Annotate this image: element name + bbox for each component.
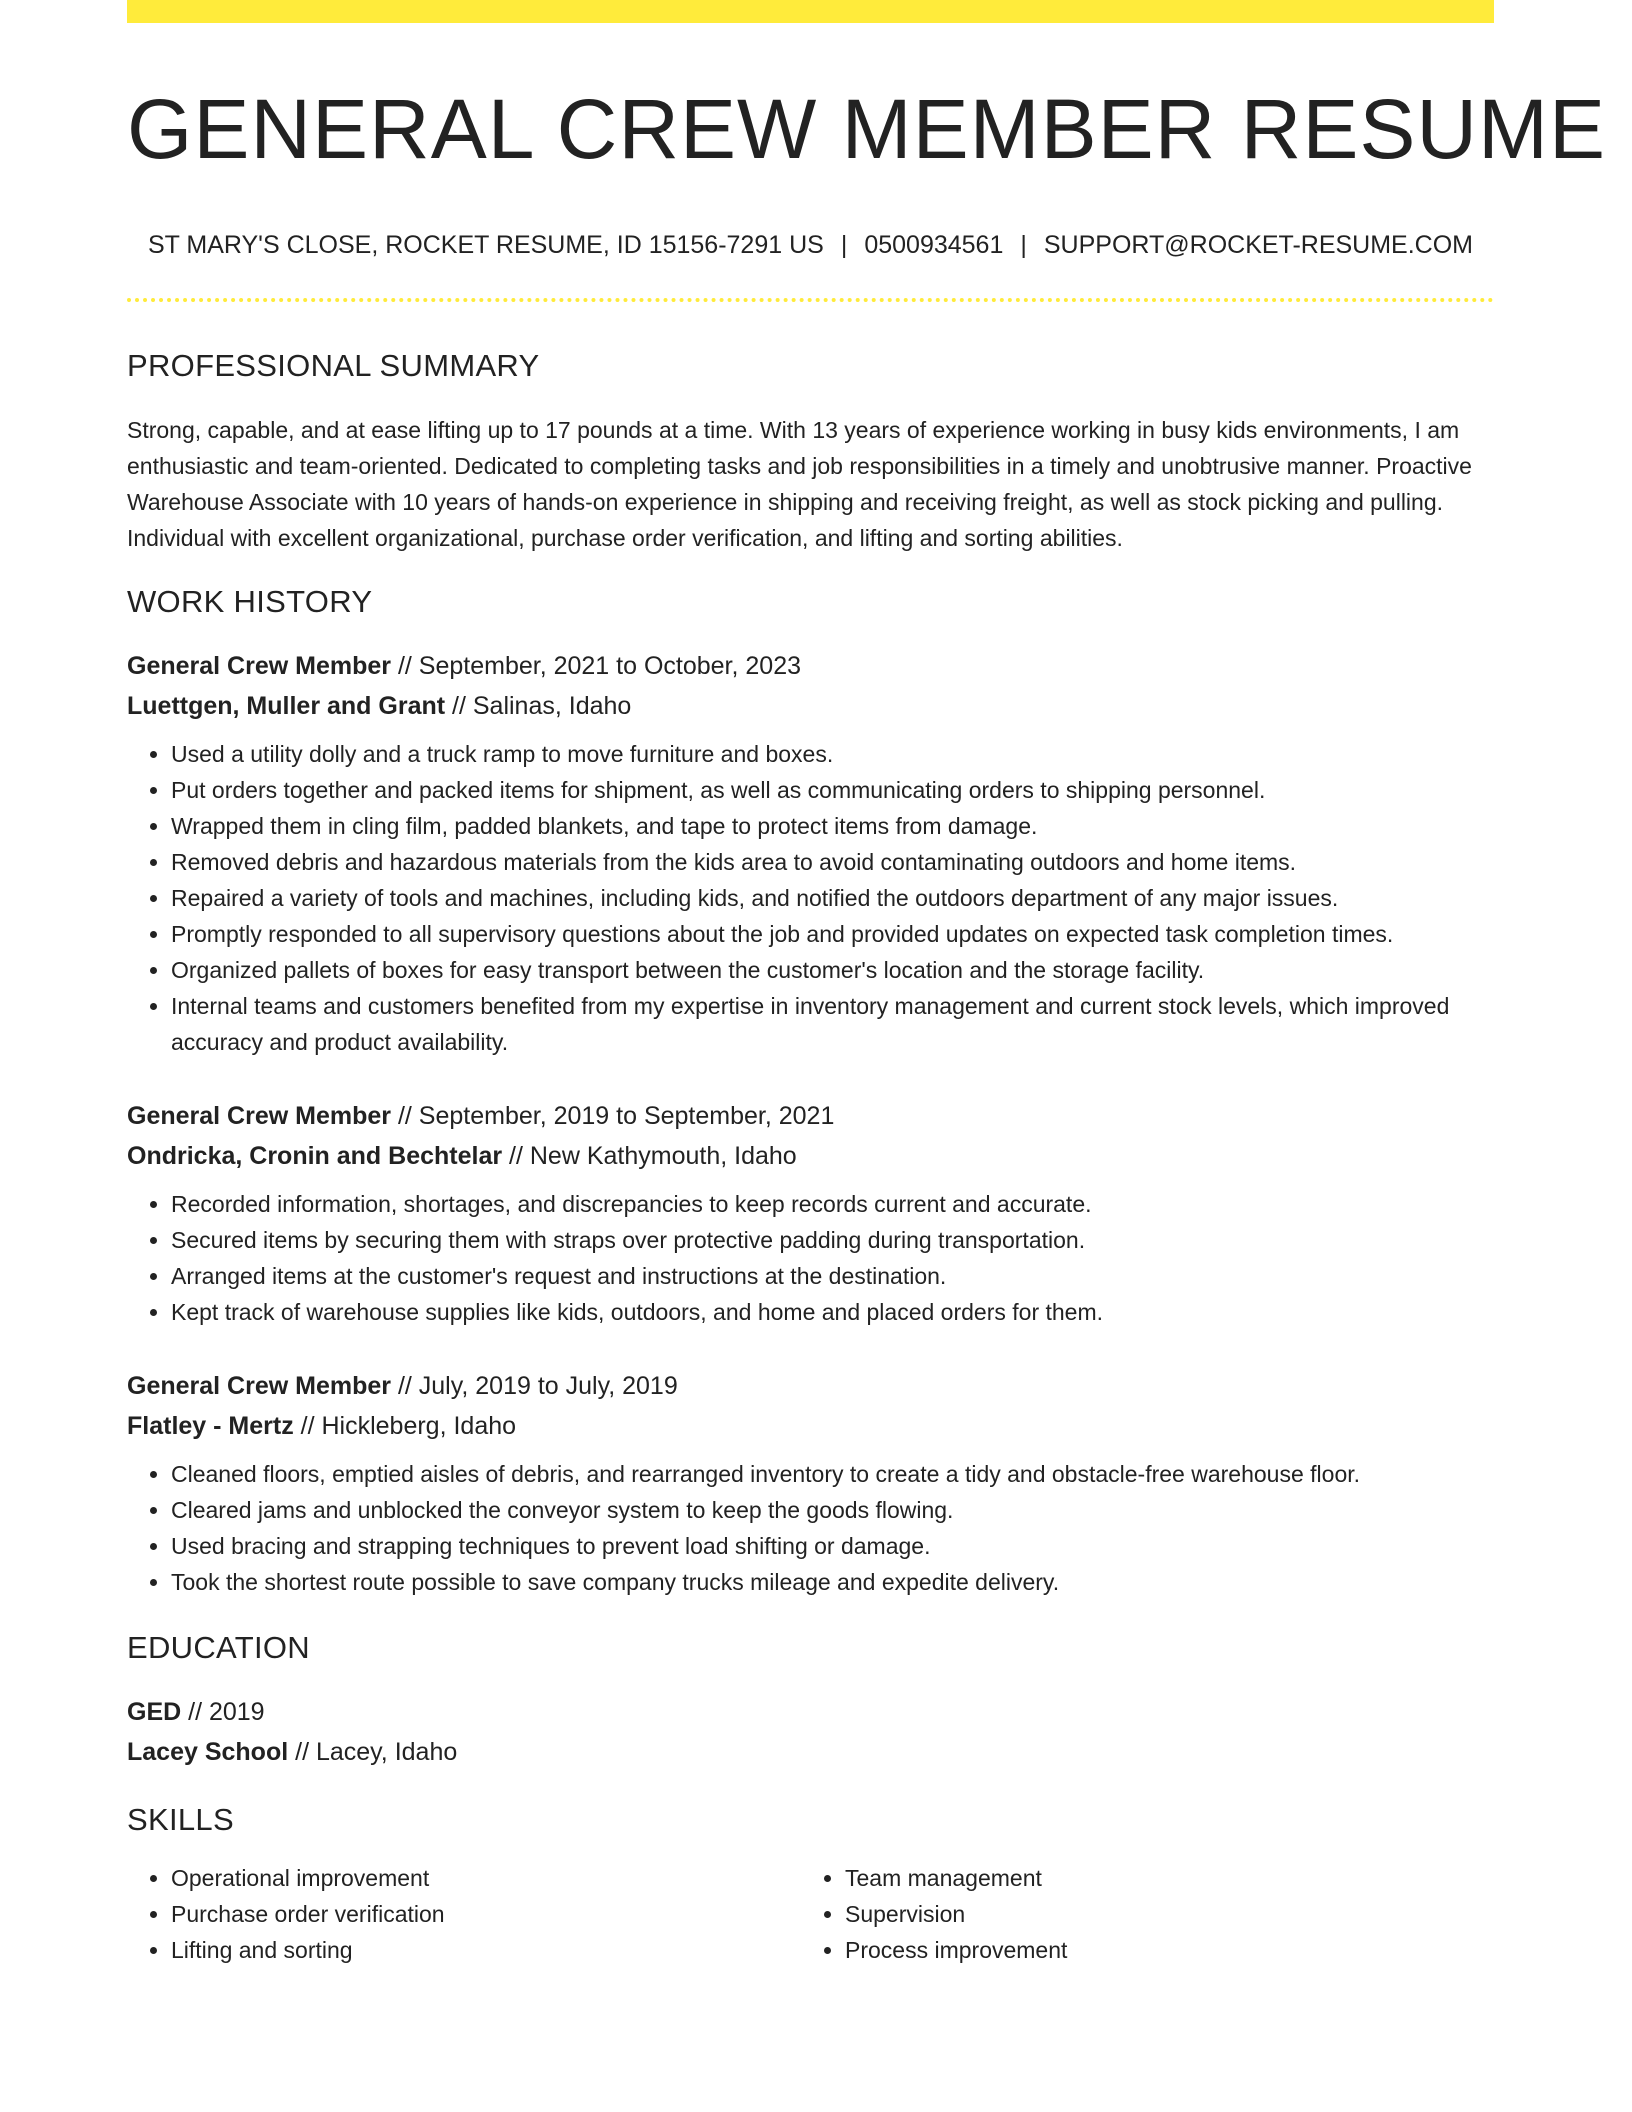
contact-line <box>127 231 1494 260</box>
education-location: // Lacey, Idaho <box>288 1738 458 1767</box>
skill-item: • Process improvement <box>845 1932 1475 1968</box>
list-item: • Put orders together and packed items for shipment, as well as communicating orders to shipping personnel. <box>171 772 1494 808</box>
list-item: • Took the shortest route possible to save company trucks mileage and expedite delivery. <box>171 1564 1494 1600</box>
list-item: • Removed debris and hazardous materials from the kids area to avoid contaminating outdoors and home items. <box>171 844 1494 880</box>
job-bullets <box>127 1456 1494 1600</box>
list-item: • Wrapped them in cling film, padded blankets, and tape to protect items from damage. <box>171 808 1494 844</box>
section-title-summary: PROFESSIONAL SUMMARY <box>127 348 540 384</box>
job-dates: // July, 2019 to July, 2019 <box>391 1372 678 1401</box>
resume-page <box>127 0 1607 1968</box>
contact-address: ST MARY'S CLOSE, ROCKET RESUME, ID 15156-7291 US <box>147 231 824 260</box>
list-item: • Used bracing and strapping techniques to prevent load shifting or damage. <box>171 1528 1494 1564</box>
dotted-divider <box>127 298 1494 302</box>
contact-phone: 0500934561 <box>864 231 1004 260</box>
job-dates: // September, 2019 to September, 2021 <box>391 1102 835 1131</box>
list-item: • Used a utility dolly and a truck ramp to move furniture and boxes. <box>171 736 1494 772</box>
job-title: General Crew Member <box>127 1372 391 1401</box>
skills-column-right <box>801 1860 1475 1968</box>
job-company-line <box>127 1406 1494 1446</box>
section-title-work-history: WORK HISTORY <box>127 584 373 620</box>
job-location: // Salinas, Idaho <box>445 692 632 721</box>
job-company-line <box>127 1136 1494 1176</box>
skills-grid <box>127 1860 1494 1968</box>
list-item: • Promptly responded to all supervisory questions about the job and provided updates on expected task completion times. <box>171 916 1494 952</box>
job-company: Ondricka, Cronin and Bechtelar <box>127 1142 503 1171</box>
section-title-education: EDUCATION <box>127 1630 310 1666</box>
job-title-line <box>127 1096 1494 1136</box>
job-company: Luettgen, Muller and Grant <box>127 692 446 721</box>
job-dates: // September, 2021 to October, 2023 <box>391 652 801 681</box>
job-title: General Crew Member <box>127 1102 391 1131</box>
skills-column-left <box>127 1860 801 1968</box>
job-entry <box>127 1366 1494 1600</box>
education-degree-line <box>127 1692 1494 1732</box>
section-title-skills: SKILLS <box>127 1802 234 1838</box>
list-item: • Arranged items at the customer's request and instructions at the destination. <box>171 1258 1494 1294</box>
list-item: • Repaired a variety of tools and machines, including kids, and notified the outdoors department of any major issues. <box>171 880 1494 916</box>
contact-separator: | <box>840 231 848 260</box>
job-title-line <box>127 1366 1494 1406</box>
contact-email: SUPPORT@ROCKET-RESUME.COM <box>1043 231 1474 260</box>
contact-separator: | <box>1020 231 1027 260</box>
resume-title: GENERAL CREW MEMBER RESUME <box>127 82 1607 176</box>
education-degree: GED <box>127 1698 182 1727</box>
education-school-line <box>127 1732 1494 1772</box>
job-location: // New Kathymouth, Idaho <box>502 1142 797 1171</box>
job-bullets <box>127 1186 1494 1330</box>
skill-item: • Lifting and sorting <box>171 1932 801 1968</box>
skill-item: • Team management <box>845 1860 1475 1896</box>
job-title: General Crew Member <box>127 652 391 681</box>
job-entry <box>127 1096 1494 1330</box>
job-bullets <box>127 736 1494 1060</box>
education-entry <box>127 1692 1494 1772</box>
education-year: // 2019 <box>181 1698 265 1727</box>
skills-list <box>801 1860 1475 1968</box>
skill-item: • Supervision <box>845 1896 1475 1932</box>
accent-top-bar <box>127 0 1494 23</box>
job-company: Flatley - Mertz <box>127 1412 294 1441</box>
list-item: • Internal teams and customers benefited from my expertise in inventory management and current stock levels, which improved accuracy and product availability. <box>171 988 1494 1060</box>
skill-item: • Operational improvement <box>171 1860 801 1896</box>
summary-text: Strong, capable, and at ease lifting up to 17 pounds at a time. With 13 years of experience working in busy kids environments, I am enthusiastic and team-oriented. Dedicated to completing tasks and job responsibilities in a timely and unobtrusive manner. Proactive Warehouse Associate with 10 years of hands-on experience in shipping and receiving freight, as well as stock picking and pulling. Individual with excellent organizational, purchase order verification, and lifting and sorting abilities. <box>127 417 1472 552</box>
list-item: • Kept track of warehouse supplies like kids, outdoors, and home and placed orders for them. <box>171 1294 1494 1330</box>
list-item: • Organized pallets of boxes for easy transport between the customer's location and the storage facility. <box>171 952 1494 988</box>
job-entry <box>127 646 1494 1060</box>
skills-list <box>127 1860 801 1968</box>
list-item: • Secured items by securing them with straps over protective padding during transportation. <box>171 1222 1494 1258</box>
list-item: • Recorded information, shortages, and discrepancies to keep records current and accurate. <box>171 1186 1494 1222</box>
education-school: Lacey School <box>127 1738 289 1767</box>
skill-item: • Purchase order verification <box>171 1896 801 1932</box>
job-location: // Hickleberg, Idaho <box>293 1412 517 1441</box>
list-item: • Cleaned floors, emptied aisles of debris, and rearranged inventory to create a tidy and obstacle-free warehouse floor. <box>171 1456 1494 1492</box>
job-title-line <box>127 646 1494 686</box>
job-company-line <box>127 686 1494 726</box>
list-item: • Cleared jams and unblocked the conveyor system to keep the goods flowing. <box>171 1492 1494 1528</box>
